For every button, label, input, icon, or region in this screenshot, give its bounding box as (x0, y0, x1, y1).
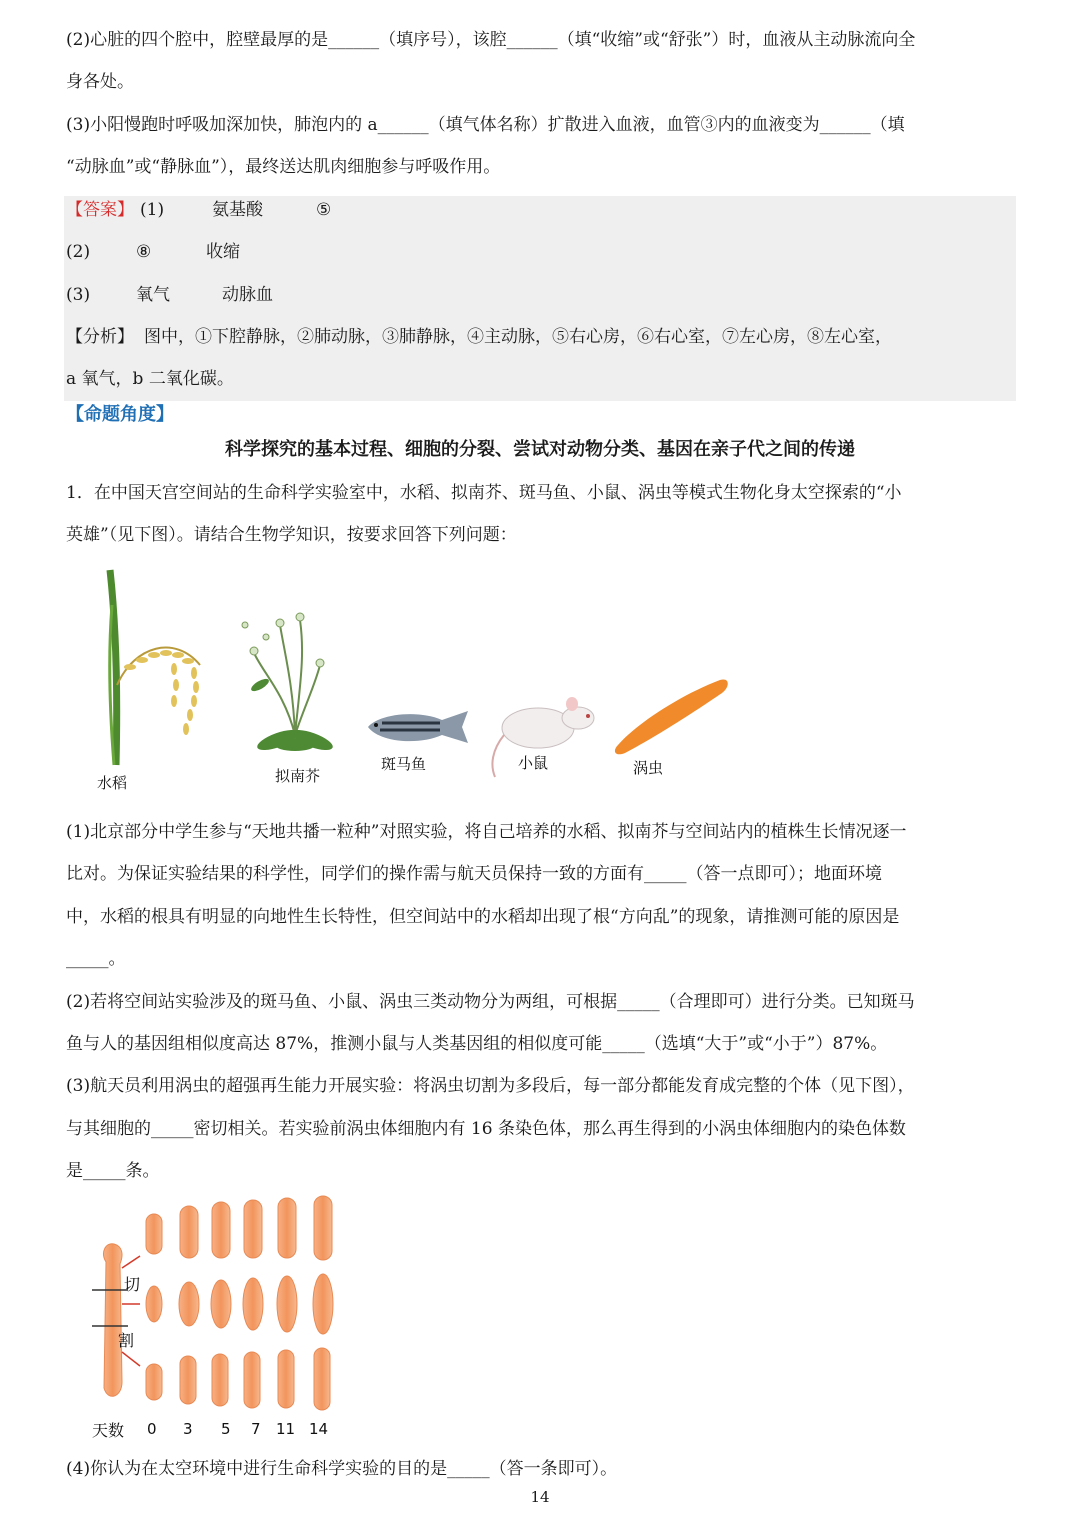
days-label: 天数 (92, 1421, 125, 1440)
label-arabidopsis: 拟南芥 (275, 767, 321, 785)
figure-regeneration (88, 1192, 348, 1412)
answer-r3-num: (3) (66, 285, 91, 305)
original-worm (104, 1244, 122, 1397)
answer-r3-b: 动脉血 (222, 285, 273, 305)
p4-line-1: (4)你认为在太空环境中进行生命科学实验的目的是_____（答一条即可）。 (66, 1459, 618, 1479)
rice-illustration (110, 570, 200, 765)
p3-line-3: 是_____条。 (66, 1161, 160, 1181)
p1-line-1: (1)北京部分中学生参与“天地共播一粒种”对照实验，将自己培养的水稻、拟南芥与空间站内的植株生长情况逐一 (66, 822, 907, 842)
analysis-tag: 【分析】 (66, 327, 134, 347)
day-tick: 11 (276, 1420, 296, 1438)
answer-r1-a: 氨基酸 (212, 200, 263, 220)
day-tick: 0 (147, 1420, 157, 1438)
answer-r2-num: (2) (66, 242, 91, 262)
p1-line-3: 中，水稻的根具有明显的向地性生长特性，但空间站中的水稻却出现了根“方向乱”的现象，请推测可能的原因是 (66, 907, 900, 927)
cut-label-1: 切 (124, 1275, 141, 1294)
q2-line-2: 身各处。 (66, 72, 134, 92)
page-number: 14 (530, 1488, 550, 1506)
answer-r2-a: ⑧ (136, 242, 152, 262)
p3-line-2: 与其细胞的_____密切相关。若实验前涡虫体细胞内有 16 条染色体，那么再生得到的小涡虫体细胞内的染色体数 (66, 1119, 906, 1139)
day-tick: 14 (309, 1420, 329, 1438)
section-tag: 【命题角度】 (66, 404, 174, 425)
analysis-line-2: a 氧气，b 二氧化碳。 (66, 369, 234, 389)
q3-line-2: “动脉血”或“静脉血”），最终送达肌肉细胞参与呼吸作用。 (66, 157, 501, 177)
p2-line-2: 鱼与人的基因组相似度高达 87%，推测小鼠与人类基因组的相似度可能_____（选填“大于”或“小于”）87%。 (66, 1034, 888, 1054)
arabidopsis-illustration (242, 613, 335, 754)
label-zebrafish: 斑马鱼 (381, 755, 427, 773)
day-tick: 7 (251, 1420, 261, 1438)
p3-line-1: (3)航天员利用涡虫的超强再生能力开展实验：将涡虫切割为多段后，每一部分都能发育成完整的个体（见下图）， (66, 1076, 915, 1096)
flatworm-illustration (615, 679, 728, 754)
q3-line-1: (3)小阳慢跑时呼吸加深加快，肺泡内的 a______（填气体名称）扩散进入血液，血管③内的血液变为______（填 (66, 115, 905, 135)
q1-intro-line-2: 英雄”（见下图）。请结合生物学知识，按要求回答下列问题： (66, 525, 517, 545)
analysis-line-1: 图中，①下腔静脉，②肺动脉，③肺静脉，④主动脉，⑤右心房，⑥右心室，⑦左心房，⑧左心室， (144, 327, 892, 347)
answer-r2-b: 收缩 (206, 242, 240, 262)
label-rice: 水稻 (97, 774, 128, 792)
section-heading: 科学探究的基本过程、细胞的分裂、尝试对动物分类、基因在亲子代之间的传递 (225, 439, 855, 460)
p2-line-1: (2)若将空间站实验涉及的斑马鱼、小鼠、涡虫三类动物分为两组，可根据_____（合理即可）进行分类。已知斑马 (66, 992, 915, 1012)
label-mouse: 小鼠 (518, 754, 549, 772)
label-flatworm: 涡虫 (633, 759, 664, 777)
day-tick: 3 (183, 1420, 193, 1438)
zebrafish-illustration (368, 711, 468, 743)
answer-r3-a: 氧气 (136, 285, 170, 305)
q2-line-1: (2)心脏的四个腔中，腔壁最厚的是______（填序号），该腔______（填“收缩”或“舒张”）时，血液从主动脉流向全 (66, 30, 916, 50)
cut-label-2: 割 (118, 1331, 135, 1350)
p1-line-2: 比对。为保证实验结果的科学性，同学们的操作需与航天员保持一致的方面有_____（答一点即可）；地面环境 (66, 864, 882, 884)
p1-line-4: _____。 (66, 949, 126, 969)
day-tick: 5 (221, 1420, 231, 1438)
q1-intro-line-1: 1．在中国天宫空间站的生命科学实验室中，水稻、拟南芥、斑马鱼、小鼠、涡虫等模式生物化身太空探索的“小 (66, 483, 902, 503)
answer-r1-b: ⑤ (316, 200, 332, 220)
answer-r1-num: (1) (140, 200, 165, 220)
answer-tag: 【答案】 (66, 200, 134, 220)
